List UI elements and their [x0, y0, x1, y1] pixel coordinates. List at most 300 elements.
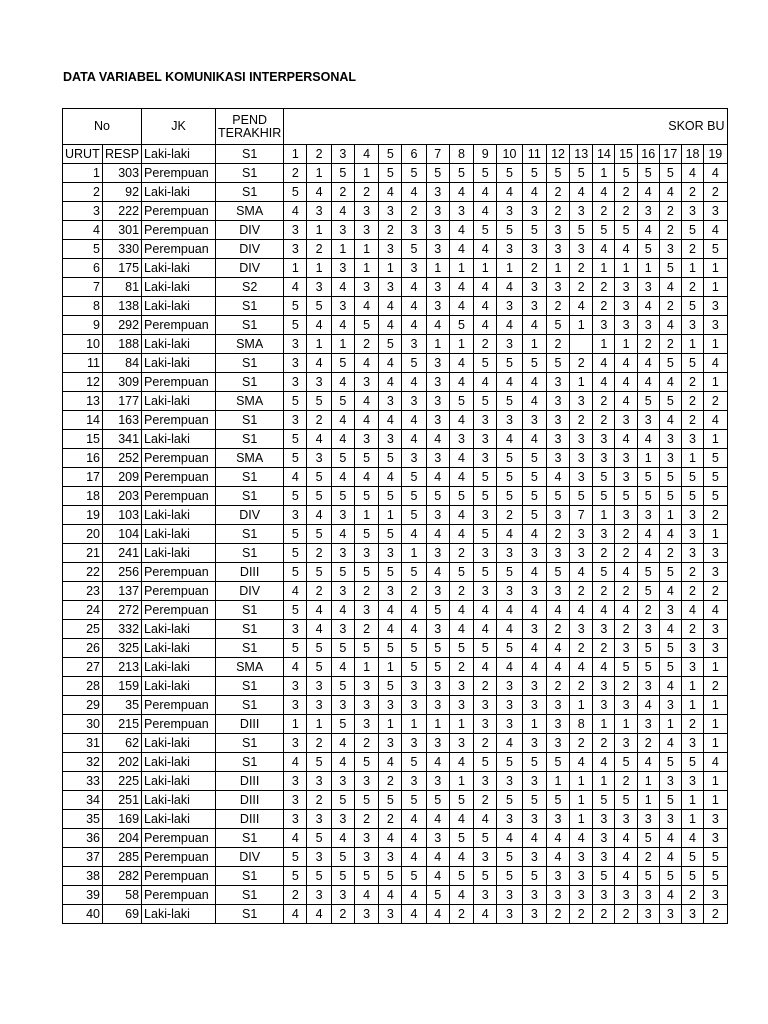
table-row — [63, 449, 728, 468]
cell-score: 3 — [704, 829, 727, 848]
cell-score: 3 — [637, 677, 659, 696]
cell-score: 4 — [379, 753, 402, 772]
cell-score: 3 — [615, 810, 637, 829]
cell-resp: 84 — [103, 354, 142, 373]
cell-score: 3 — [615, 734, 637, 753]
cell-pend: DIII — [216, 810, 284, 829]
cell-score: 2 — [402, 582, 426, 601]
cell-urut: 36 — [63, 829, 103, 848]
cell-score: 3 — [522, 886, 546, 905]
cell-score: 4 — [331, 829, 354, 848]
cell-score: 3 — [331, 620, 354, 639]
cell-score: 2 — [637, 848, 659, 867]
cell-score: 5 — [474, 487, 497, 506]
cell-score: 3 — [497, 297, 522, 316]
cell-score: 3 — [379, 848, 402, 867]
cell-score: 2 — [354, 620, 378, 639]
cell-score: 3 — [637, 506, 659, 525]
cell-score: 3 — [331, 886, 354, 905]
cell-score: 5 — [659, 639, 681, 658]
table-row — [63, 563, 728, 582]
cell-urut: 27 — [63, 658, 103, 677]
cell-score: 4 — [307, 506, 331, 525]
cell-score: 4 — [497, 430, 522, 449]
cell-score: 2 — [593, 392, 615, 411]
cell-score: 2 — [681, 582, 703, 601]
cell-jk: Laki-laki — [142, 772, 216, 791]
cell-pend: S1 — [216, 297, 284, 316]
cell-pend: DIII — [216, 772, 284, 791]
cell-score: 3 — [402, 392, 426, 411]
cell-score: 1 — [704, 715, 727, 734]
cell-score: 2 — [659, 221, 681, 240]
cell-score: 3 — [307, 449, 331, 468]
cell-score: 4 — [331, 316, 354, 335]
cell-score: 3 — [474, 696, 497, 715]
cell-score: 4 — [593, 240, 615, 259]
cell-score: 2 — [659, 544, 681, 563]
cell-score: 2 — [570, 905, 593, 924]
cell-score: 4 — [354, 886, 378, 905]
cell-score: 1 — [637, 449, 659, 468]
cell-pend: S1 — [216, 525, 284, 544]
cell-score: 2 — [593, 202, 615, 221]
cell-score: 1 — [354, 259, 378, 278]
cell-score: 2 — [570, 278, 593, 297]
cell-score: 4 — [284, 905, 307, 924]
cell-jk: Perempuan — [142, 449, 216, 468]
cell-score: 4 — [474, 905, 497, 924]
cell-score: 4 — [307, 316, 331, 335]
cell-score: 3 — [379, 582, 402, 601]
cell-score: 2 — [379, 772, 402, 791]
cell-score: 5 — [704, 449, 727, 468]
subheader-item-7: 7 — [426, 145, 449, 164]
cell-score: 5 — [331, 164, 354, 183]
cell-resp: 138 — [103, 297, 142, 316]
cell-score: 2 — [704, 677, 727, 696]
cell-jk: Perempuan — [142, 164, 216, 183]
cell-score: 5 — [615, 221, 637, 240]
cell-score: 4 — [593, 183, 615, 202]
cell-score: 5 — [449, 563, 473, 582]
cell-score: 3 — [402, 696, 426, 715]
cell-score: 4 — [546, 829, 569, 848]
table-row — [63, 468, 728, 487]
cell-jk: Perempuan — [142, 221, 216, 240]
cell-jk: Laki-laki — [142, 335, 216, 354]
cell-score: 3 — [637, 278, 659, 297]
cell-score: 4 — [379, 601, 402, 620]
cell-score: 3 — [546, 392, 569, 411]
cell-jk: Perempuan — [142, 601, 216, 620]
cell-score: 5 — [449, 791, 473, 810]
cell-score: 3 — [497, 810, 522, 829]
cell-score: 5 — [637, 468, 659, 487]
cell-score: 5 — [284, 867, 307, 886]
cell-score: 3 — [426, 411, 449, 430]
cell-score: 2 — [615, 544, 637, 563]
cell-score: 2 — [307, 582, 331, 601]
cell-score: 4 — [449, 183, 473, 202]
cell-score: 5 — [546, 753, 569, 772]
cell-score: 4 — [449, 601, 473, 620]
cell-score: 5 — [426, 601, 449, 620]
cell-score: 5 — [379, 677, 402, 696]
cell-score: 5 — [570, 164, 593, 183]
cell-score: 1 — [615, 715, 637, 734]
cell-score: 4 — [522, 183, 546, 202]
cell-score: 4 — [474, 373, 497, 392]
cell-score: 3 — [426, 620, 449, 639]
cell-score: 5 — [497, 392, 522, 411]
cell-score: 1 — [497, 259, 522, 278]
cell-score: 2 — [637, 601, 659, 620]
table-row — [63, 183, 728, 202]
cell-score: 4 — [522, 316, 546, 335]
cell-score: 3 — [426, 772, 449, 791]
cell-score: 4 — [704, 753, 727, 772]
cell-score: 1 — [681, 791, 703, 810]
cell-score: 5 — [284, 449, 307, 468]
cell-score: 4 — [284, 202, 307, 221]
cell-score: 5 — [570, 221, 593, 240]
cell-score: 2 — [681, 392, 703, 411]
cell-score: 3 — [354, 221, 378, 240]
cell-score: 3 — [474, 506, 497, 525]
cell-score: 1 — [704, 259, 727, 278]
cell-score: 2 — [681, 563, 703, 582]
cell-score: 1 — [704, 525, 727, 544]
cell-score: 3 — [570, 202, 593, 221]
cell-jk: Perempuan — [142, 867, 216, 886]
cell-score: 1 — [593, 715, 615, 734]
cell-score: 3 — [284, 772, 307, 791]
cell-score: 3 — [546, 715, 569, 734]
cell-pend: S1 — [216, 411, 284, 430]
cell-score: 1 — [354, 164, 378, 183]
cell-score: 3 — [474, 886, 497, 905]
cell-score: 5 — [284, 525, 307, 544]
cell-score: 5 — [704, 240, 727, 259]
cell-score: 3 — [426, 221, 449, 240]
cell-score: 3 — [284, 791, 307, 810]
cell-score: 4 — [637, 373, 659, 392]
cell-score: 1 — [704, 696, 727, 715]
header-row — [63, 109, 728, 145]
cell-score: 3 — [307, 848, 331, 867]
cell-score: 5 — [659, 468, 681, 487]
cell-score: 3 — [637, 886, 659, 905]
cell-resp: 341 — [103, 430, 142, 449]
cell-score: 3 — [593, 449, 615, 468]
cell-score: 2 — [570, 411, 593, 430]
cell-jk: Perempuan — [142, 886, 216, 905]
cell-resp: 159 — [103, 677, 142, 696]
cell-score: 3 — [704, 886, 727, 905]
cell-score: 2 — [522, 259, 546, 278]
cell-score: 5 — [307, 468, 331, 487]
cell-score: 4 — [331, 430, 354, 449]
cell-score: 5 — [522, 791, 546, 810]
table-row — [63, 544, 728, 563]
cell-urut: 4 — [63, 221, 103, 240]
cell-score: 3 — [593, 810, 615, 829]
cell-jk: Perempuan — [142, 487, 216, 506]
cell-score: 3 — [284, 620, 307, 639]
cell-score: 5 — [331, 354, 354, 373]
cell-score: 4 — [497, 278, 522, 297]
cell-score: 4 — [474, 316, 497, 335]
cell-score: 4 — [331, 278, 354, 297]
cell-score: 3 — [426, 278, 449, 297]
cell-score: 3 — [426, 297, 449, 316]
cell-score: 5 — [426, 487, 449, 506]
table-row — [63, 373, 728, 392]
cell-score: 3 — [497, 544, 522, 563]
cell-score: 3 — [522, 848, 546, 867]
cell-score: 3 — [593, 677, 615, 696]
cell-urut: 10 — [63, 335, 103, 354]
cell-score: 4 — [402, 620, 426, 639]
cell-resp: 225 — [103, 772, 142, 791]
subheader-jk: Laki-laki — [142, 145, 216, 164]
subheader-item-1: 1 — [284, 145, 307, 164]
cell-score: 5 — [615, 791, 637, 810]
cell-jk: Perempuan — [142, 411, 216, 430]
cell-score: 4 — [637, 221, 659, 240]
cell-jk: Laki-laki — [142, 677, 216, 696]
cell-jk: Perempuan — [142, 848, 216, 867]
cell-score: 7 — [570, 506, 593, 525]
cell-score: 3 — [593, 696, 615, 715]
cell-urut: 32 — [63, 753, 103, 772]
cell-score: 4 — [615, 563, 637, 582]
cell-urut: 17 — [63, 468, 103, 487]
cell-score: 3 — [546, 506, 569, 525]
cell-urut: 21 — [63, 544, 103, 563]
cell-resp: 137 — [103, 582, 142, 601]
cell-score: 3 — [426, 544, 449, 563]
cell-score: 3 — [546, 449, 569, 468]
cell-score: 3 — [426, 449, 449, 468]
cell-score: 1 — [426, 715, 449, 734]
cell-score: 3 — [659, 601, 681, 620]
cell-resp: 252 — [103, 449, 142, 468]
table-row — [63, 525, 728, 544]
cell-score: 2 — [681, 183, 703, 202]
cell-score: 2 — [449, 582, 473, 601]
cell-jk: Laki-laki — [142, 905, 216, 924]
cell-score: 4 — [593, 373, 615, 392]
cell-score: 5 — [497, 354, 522, 373]
cell-score: 5 — [522, 506, 546, 525]
cell-score: 4 — [522, 639, 546, 658]
cell-score: 4 — [354, 411, 378, 430]
cell-pend: DIII — [216, 715, 284, 734]
cell-score: 3 — [615, 297, 637, 316]
cell-score: 2 — [704, 183, 727, 202]
subheader-item-3: 3 — [331, 145, 354, 164]
cell-score: 5 — [637, 658, 659, 677]
cell-score: 2 — [379, 810, 402, 829]
cell-score: 4 — [402, 183, 426, 202]
cell-score: 4 — [615, 430, 637, 449]
cell-score: 4 — [284, 278, 307, 297]
cell-score: 3 — [402, 772, 426, 791]
cell-score: 3 — [637, 810, 659, 829]
cell-urut: 24 — [63, 601, 103, 620]
cell-score: 4 — [449, 810, 473, 829]
cell-score: 3 — [497, 677, 522, 696]
cell-jk: Laki-laki — [142, 525, 216, 544]
cell-resp: 203 — [103, 487, 142, 506]
cell-score: 5 — [284, 392, 307, 411]
cell-resp: 241 — [103, 544, 142, 563]
cell-score: 4 — [331, 468, 354, 487]
cell-score: 5 — [659, 563, 681, 582]
cell-score: 3 — [704, 620, 727, 639]
cell-jk: Laki-laki — [142, 658, 216, 677]
cell-score: 3 — [402, 221, 426, 240]
cell-score: 3 — [354, 772, 378, 791]
cell-score: 4 — [681, 601, 703, 620]
cell-score: 5 — [402, 639, 426, 658]
cell-score: 4 — [402, 810, 426, 829]
cell-score: 4 — [449, 886, 473, 905]
cell-score: 4 — [497, 620, 522, 639]
cell-score: 3 — [546, 411, 569, 430]
cell-score: 5 — [522, 487, 546, 506]
cell-score: 3 — [704, 810, 727, 829]
cell-score: 1 — [570, 772, 593, 791]
cell-score: 3 — [522, 810, 546, 829]
cell-score: 4 — [354, 392, 378, 411]
cell-score: 4 — [426, 430, 449, 449]
cell-score: 3 — [522, 544, 546, 563]
cell-score: 5 — [681, 468, 703, 487]
cell-score: 1 — [570, 696, 593, 715]
cell-score: 5 — [546, 563, 569, 582]
cell-score: 5 — [497, 867, 522, 886]
cell-jk: Perempuan — [142, 582, 216, 601]
cell-score: 5 — [659, 658, 681, 677]
cell-score: 4 — [354, 354, 378, 373]
cell-score: 5 — [426, 791, 449, 810]
cell-score: 3 — [659, 430, 681, 449]
cell-score: 4 — [354, 468, 378, 487]
cell-score: 5 — [593, 221, 615, 240]
cell-score: 5 — [354, 639, 378, 658]
cell-score: 4 — [449, 449, 473, 468]
cell-score: 3 — [402, 734, 426, 753]
cell-score: 2 — [681, 886, 703, 905]
cell-jk: Laki-laki — [142, 392, 216, 411]
cell-score: 4 — [402, 886, 426, 905]
cell-score: 1 — [704, 658, 727, 677]
cell-urut: 30 — [63, 715, 103, 734]
cell-score: 4 — [426, 848, 449, 867]
cell-score: 3 — [449, 430, 473, 449]
cell-score: 3 — [637, 905, 659, 924]
cell-score: 5 — [307, 867, 331, 886]
cell-score: 1 — [637, 791, 659, 810]
cell-score: 2 — [546, 525, 569, 544]
cell-resp: 251 — [103, 791, 142, 810]
cell-urut: 39 — [63, 886, 103, 905]
cell-score: 4 — [570, 753, 593, 772]
cell-score: 5 — [379, 487, 402, 506]
cell-score: 4 — [704, 411, 727, 430]
cell-score: 5 — [449, 867, 473, 886]
cell-score: 3 — [681, 506, 703, 525]
cell-urut: 3 — [63, 202, 103, 221]
cell-score: 1 — [284, 715, 307, 734]
cell-score: 3 — [426, 677, 449, 696]
cell-score: 4 — [659, 829, 681, 848]
cell-score: 4 — [354, 297, 378, 316]
cell-score: 3 — [284, 810, 307, 829]
cell-score: 4 — [546, 848, 569, 867]
cell-score: 5 — [331, 563, 354, 582]
cell-score: 3 — [474, 449, 497, 468]
cell-score: 3 — [284, 373, 307, 392]
subheader-item-17: 17 — [659, 145, 681, 164]
cell-pend: S1 — [216, 620, 284, 639]
cell-score: 5 — [497, 487, 522, 506]
cell-urut: 31 — [63, 734, 103, 753]
cell-score: 2 — [354, 335, 378, 354]
cell-score: 2 — [570, 639, 593, 658]
table-row — [63, 886, 728, 905]
cell-score: 5 — [354, 867, 378, 886]
cell-urut: 28 — [63, 677, 103, 696]
cell-score: 3 — [379, 202, 402, 221]
cell-score: 1 — [426, 335, 449, 354]
cell-score: 5 — [659, 259, 681, 278]
cell-score: 3 — [546, 430, 569, 449]
cell-score: 1 — [681, 335, 703, 354]
cell-score: 3 — [449, 202, 473, 221]
cell-score: 5 — [681, 848, 703, 867]
cell-score: 4 — [593, 753, 615, 772]
cell-score: 1 — [402, 715, 426, 734]
cell-score: 2 — [615, 582, 637, 601]
cell-score: 3 — [593, 620, 615, 639]
cell-score: 3 — [331, 582, 354, 601]
table-row — [63, 259, 728, 278]
table-row — [63, 639, 728, 658]
cell-score: 5 — [637, 240, 659, 259]
cell-score: 5 — [659, 164, 681, 183]
cell-score: 4 — [615, 867, 637, 886]
cell-score: 3 — [426, 829, 449, 848]
cell-pend: DIV — [216, 582, 284, 601]
cell-score: 5 — [426, 886, 449, 905]
cell-score: 2 — [681, 240, 703, 259]
cell-score: 4 — [659, 620, 681, 639]
cell-score: 3 — [474, 715, 497, 734]
cell-score: 2 — [659, 202, 681, 221]
cell-score: 5 — [307, 297, 331, 316]
cell-jk: Perempuan — [142, 715, 216, 734]
cell-score: 3 — [615, 468, 637, 487]
cell-score: 3 — [402, 335, 426, 354]
cell-score: 4 — [307, 430, 331, 449]
cell-score: 5 — [474, 639, 497, 658]
cell-score: 4 — [379, 829, 402, 848]
cell-score: 3 — [593, 316, 615, 335]
